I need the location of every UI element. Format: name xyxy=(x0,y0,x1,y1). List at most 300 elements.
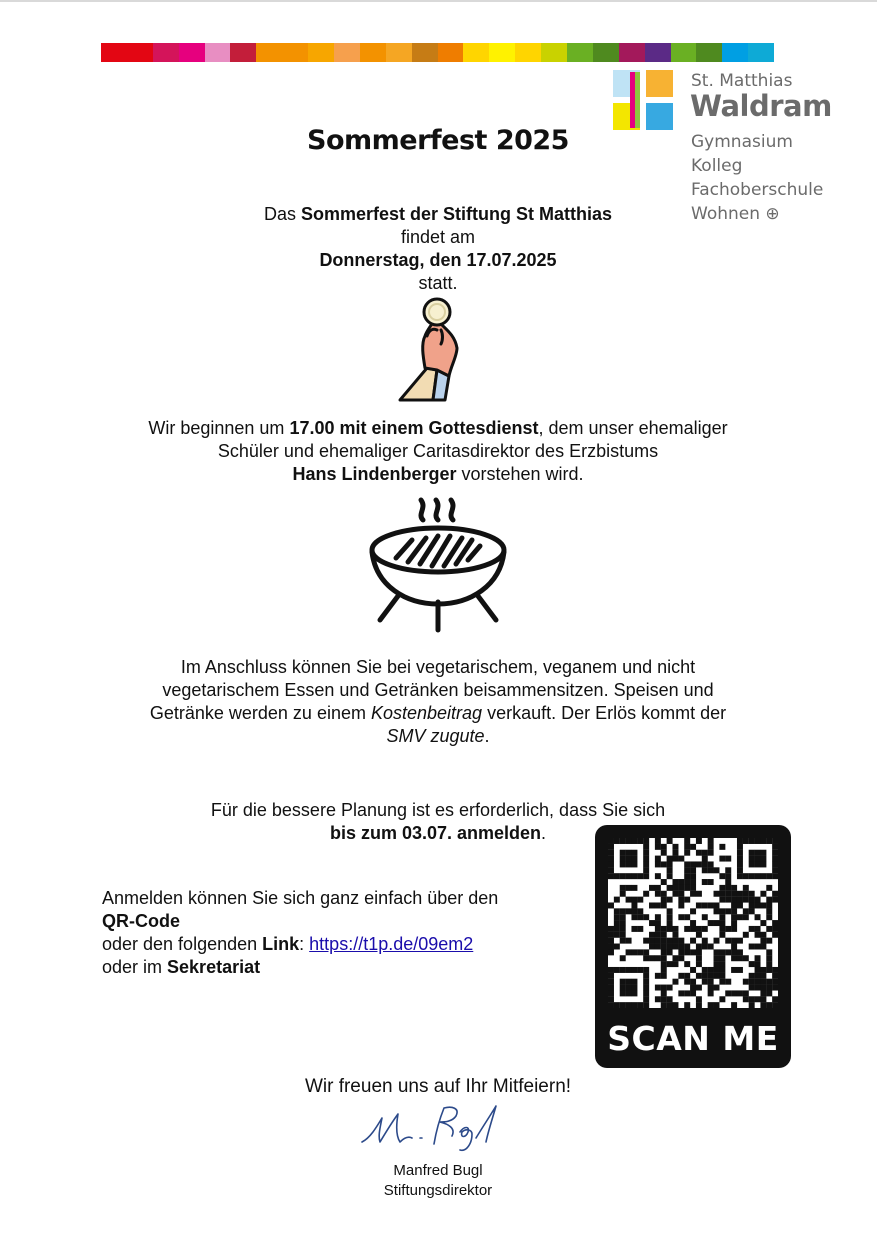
color-stripe-segment xyxy=(386,43,412,62)
qr-module xyxy=(667,996,673,1002)
qr-module xyxy=(743,990,749,996)
qr-module xyxy=(661,967,667,973)
qr-module xyxy=(608,973,614,979)
qr-module xyxy=(643,973,649,979)
qr-module xyxy=(637,838,643,844)
qr-module xyxy=(731,908,737,914)
qr-module xyxy=(667,861,673,867)
registration-qr-label: QR-Code xyxy=(102,911,180,931)
org-name: Waldram xyxy=(690,89,832,123)
qr-module xyxy=(743,897,749,903)
qr-module xyxy=(731,938,737,944)
qr-module xyxy=(667,944,673,950)
qr-module xyxy=(737,938,743,944)
color-stripe-segment xyxy=(230,43,256,62)
qr-module xyxy=(737,838,743,844)
qr-module xyxy=(749,873,755,879)
qr-module xyxy=(714,938,720,944)
qr-module xyxy=(772,838,778,844)
qr-module xyxy=(684,979,690,985)
qr-module xyxy=(684,990,690,996)
qr-module xyxy=(766,985,772,991)
qr-module xyxy=(684,879,690,885)
qr-module xyxy=(766,979,772,985)
qr-module xyxy=(743,955,749,961)
registration-info xyxy=(102,887,572,979)
qr-module xyxy=(696,1002,702,1008)
qr-module xyxy=(737,873,743,879)
qr-module xyxy=(608,949,614,955)
qr-module xyxy=(766,1002,772,1008)
service-text: Schüler und ehemaliger Caritasdirektor des Erzbistums xyxy=(217,441,659,461)
qr-module xyxy=(620,932,626,938)
org-department: Gymnasium xyxy=(691,132,793,152)
cross-logo-icon xyxy=(613,70,673,130)
qr-module xyxy=(661,844,667,850)
qr-module xyxy=(690,979,696,985)
qr-module xyxy=(649,938,655,944)
qr-module xyxy=(661,985,667,991)
qr-module xyxy=(743,873,749,879)
qr-module xyxy=(696,838,702,844)
qr-module xyxy=(684,844,690,850)
color-stripe-segment xyxy=(101,43,127,62)
qr-module xyxy=(755,861,761,867)
qr-module xyxy=(766,938,772,944)
qr-module xyxy=(684,914,690,920)
color-stripe-segment xyxy=(541,43,567,62)
qr-module xyxy=(655,920,661,926)
qr-module xyxy=(696,961,702,967)
qr-module xyxy=(684,867,690,873)
qr-module xyxy=(725,979,731,985)
qr-module xyxy=(649,920,655,926)
qr-module xyxy=(643,891,649,897)
qr-module xyxy=(760,990,766,996)
color-stripe-segment xyxy=(567,43,593,62)
intro-text: statt. xyxy=(418,273,458,293)
color-stripe-segment xyxy=(412,43,438,62)
qr-module xyxy=(608,979,614,985)
qr-module xyxy=(626,979,632,985)
qr-module xyxy=(690,844,696,850)
qr-code[interactable] xyxy=(608,838,778,1008)
qr-module xyxy=(719,920,725,926)
qr-module xyxy=(702,850,708,856)
qr-module xyxy=(690,879,696,885)
qr-module xyxy=(737,914,743,920)
qr-module xyxy=(772,920,778,926)
color-stripe-segment xyxy=(179,43,205,62)
qr-module xyxy=(772,967,778,973)
qr-module xyxy=(766,949,772,955)
closing-line: Wir freuen uns auf Ihr Mitfeiern! xyxy=(304,1076,572,1097)
qr-module xyxy=(737,867,743,873)
qr-module xyxy=(737,902,743,908)
qr-module xyxy=(631,990,637,996)
qr-module xyxy=(702,938,708,944)
qr-module xyxy=(626,967,632,973)
org-subtitle: St. Matthias xyxy=(691,71,793,91)
qr-module xyxy=(620,955,626,961)
qr-module xyxy=(620,920,626,926)
qr-module xyxy=(661,850,667,856)
qr-module xyxy=(667,938,673,944)
qr-module xyxy=(755,926,761,932)
qr-module xyxy=(672,844,678,850)
qr-module xyxy=(766,967,772,973)
qr-module xyxy=(749,902,755,908)
qr-module xyxy=(749,861,755,867)
service-text: , dem unser ehemaliger xyxy=(538,418,728,438)
qr-module xyxy=(608,938,614,944)
qr-module xyxy=(760,902,766,908)
color-stripe-segment xyxy=(360,43,386,62)
qr-module xyxy=(760,873,766,879)
qr-module xyxy=(614,944,620,950)
qr-module xyxy=(684,973,690,979)
qr-module xyxy=(690,891,696,897)
qr-module xyxy=(637,926,643,932)
qr-module xyxy=(678,902,684,908)
qr-module xyxy=(614,908,620,914)
color-stripe-segment xyxy=(205,43,231,62)
qr-module xyxy=(714,1002,720,1008)
qr-module xyxy=(608,856,614,862)
qr-module xyxy=(620,1002,626,1008)
qr-module xyxy=(755,955,761,961)
qr-module xyxy=(696,850,702,856)
qr-module xyxy=(655,914,661,920)
qr-module xyxy=(614,932,620,938)
planning-text: Für die bessere Planung ist es erforderlich, dass Sie sich xyxy=(210,800,666,820)
qr-module xyxy=(725,990,731,996)
qr-module xyxy=(637,949,643,955)
qr-module xyxy=(690,867,696,873)
qr-module xyxy=(626,850,632,856)
qr-module xyxy=(772,897,778,903)
qr-module xyxy=(690,949,696,955)
qr-module xyxy=(672,850,678,856)
qr-module xyxy=(755,985,761,991)
qr-module xyxy=(690,938,696,944)
qr-module xyxy=(649,902,655,908)
food-text: . xyxy=(484,726,490,746)
qr-module xyxy=(760,861,766,867)
qr-module xyxy=(749,850,755,856)
qr-module xyxy=(755,967,761,973)
qr-module xyxy=(696,955,702,961)
color-stripe-segment xyxy=(722,43,748,62)
qr-module xyxy=(608,902,614,908)
qr-module xyxy=(696,973,702,979)
qr-module xyxy=(719,961,725,967)
qr-module xyxy=(672,979,678,985)
top-border xyxy=(0,0,877,2)
qr-code-card[interactable] xyxy=(595,825,791,1068)
qr-module xyxy=(631,985,637,991)
registration-deadline: bis zum 03.07. anmelden xyxy=(329,823,542,843)
qr-module xyxy=(760,1002,766,1008)
qr-module xyxy=(614,873,620,879)
qr-module xyxy=(655,973,661,979)
qr-module xyxy=(737,844,743,850)
qr-module xyxy=(649,944,655,950)
qr-module xyxy=(661,891,667,897)
qr-module xyxy=(661,879,667,885)
qr-module xyxy=(749,891,755,897)
qr-module xyxy=(608,944,614,950)
qr-module xyxy=(696,944,702,950)
registration-text: : xyxy=(299,934,310,954)
qr-module xyxy=(702,914,708,920)
qr-module xyxy=(766,902,772,908)
qr-module xyxy=(672,885,678,891)
qr-module xyxy=(731,885,737,891)
qr-module xyxy=(684,897,690,903)
qr-module xyxy=(696,902,702,908)
qr-module xyxy=(749,838,755,844)
qr-module xyxy=(608,844,614,850)
qr-module xyxy=(643,990,649,996)
qr-module xyxy=(626,861,632,867)
qr-module xyxy=(766,885,772,891)
cost-contribution: Kostenbeitrag xyxy=(370,703,483,723)
qr-module xyxy=(643,938,649,944)
qr-module xyxy=(643,914,649,920)
qr-module xyxy=(737,897,743,903)
qr-module xyxy=(725,938,731,944)
qr-module xyxy=(620,990,626,996)
qr-module xyxy=(608,996,614,1002)
qr-module xyxy=(631,856,637,862)
qr-module xyxy=(672,955,678,961)
qr-module xyxy=(667,926,673,932)
qr-module xyxy=(655,885,661,891)
qr-module xyxy=(620,850,626,856)
qr-module xyxy=(708,838,714,844)
qr-module xyxy=(696,926,702,932)
intro-text: Das xyxy=(263,204,301,224)
qr-module xyxy=(708,879,714,885)
qr-module xyxy=(719,973,725,979)
qr-module xyxy=(678,973,684,979)
qr-module xyxy=(620,885,626,891)
qr-module xyxy=(725,897,731,903)
qr-module xyxy=(731,949,737,955)
qr-module xyxy=(643,838,649,844)
color-stripe-segment xyxy=(515,43,541,62)
qr-module xyxy=(708,990,714,996)
color-stripe-segment xyxy=(308,43,334,62)
qr-module xyxy=(731,1002,737,1008)
qr-module xyxy=(614,967,620,973)
qr-module xyxy=(643,985,649,991)
qr-module xyxy=(631,979,637,985)
qr-module xyxy=(772,932,778,938)
qr-module xyxy=(702,867,708,873)
qr-module xyxy=(708,1002,714,1008)
qr-module xyxy=(655,844,661,850)
qr-module xyxy=(608,873,614,879)
qr-module xyxy=(766,955,772,961)
qr-module xyxy=(655,996,661,1002)
qr-module xyxy=(620,908,626,914)
qr-module xyxy=(661,932,667,938)
service-text: vorstehen wird. xyxy=(456,464,584,484)
qr-module xyxy=(626,897,632,903)
qr-module xyxy=(655,926,661,932)
qr-module xyxy=(772,996,778,1002)
qr-module xyxy=(708,850,714,856)
qr-module xyxy=(725,867,731,873)
qr-module xyxy=(749,985,755,991)
qr-module xyxy=(719,873,725,879)
qr-code-icon xyxy=(608,838,778,1008)
qr-module xyxy=(760,938,766,944)
registration-text: oder im xyxy=(102,957,168,977)
qr-module xyxy=(760,944,766,950)
signer-name: Manfred Bugl xyxy=(393,1162,483,1179)
qr-module xyxy=(678,885,684,891)
qr-module xyxy=(766,908,772,914)
qr-module xyxy=(661,961,667,967)
qr-module xyxy=(755,914,761,920)
qr-module xyxy=(667,949,673,955)
qr-module xyxy=(690,920,696,926)
qr-module xyxy=(737,967,743,973)
qr-module xyxy=(760,979,766,985)
qr-module xyxy=(667,985,673,991)
qr-module xyxy=(772,850,778,856)
qr-module xyxy=(608,850,614,856)
qr-module xyxy=(755,873,761,879)
qr-module xyxy=(696,996,702,1002)
qr-module xyxy=(637,897,643,903)
qr-module xyxy=(643,856,649,862)
qr-module xyxy=(714,973,720,979)
qr-module xyxy=(667,914,673,920)
qr-module xyxy=(731,891,737,897)
qr-module xyxy=(626,1002,632,1008)
qr-module xyxy=(643,873,649,879)
qr-module xyxy=(684,885,690,891)
color-stripe-segment xyxy=(748,43,774,62)
qr-module xyxy=(766,926,772,932)
qr-module xyxy=(708,967,714,973)
qr-module xyxy=(678,897,684,903)
qr-module xyxy=(661,1002,667,1008)
qr-module xyxy=(772,891,778,897)
qr-module xyxy=(702,973,708,979)
qr-module xyxy=(749,908,755,914)
qr-module xyxy=(649,885,655,891)
qr-module xyxy=(631,967,637,973)
qr-module xyxy=(631,885,637,891)
color-stripe-segment xyxy=(671,43,697,62)
qr-module xyxy=(719,967,725,973)
qr-module xyxy=(678,949,684,955)
qr-module xyxy=(667,897,673,903)
qr-module xyxy=(749,996,755,1002)
qr-module xyxy=(672,926,678,932)
qr-module xyxy=(702,856,708,862)
qr-module xyxy=(661,861,667,867)
qr-module xyxy=(684,949,690,955)
qr-module xyxy=(672,938,678,944)
qr-module xyxy=(719,885,725,891)
org-department: Kolleg xyxy=(691,156,743,176)
color-stripe-segment xyxy=(645,43,671,62)
qr-module xyxy=(760,891,766,897)
qr-module xyxy=(714,949,720,955)
qr-module xyxy=(614,920,620,926)
qr-module xyxy=(655,838,661,844)
qr-module xyxy=(667,908,673,914)
qr-module xyxy=(631,902,637,908)
qr-module xyxy=(760,838,766,844)
qr-module xyxy=(667,961,673,967)
qr-module xyxy=(620,979,626,985)
qr-module xyxy=(708,920,714,926)
qr-module xyxy=(719,949,725,955)
qr-module xyxy=(690,861,696,867)
qr-module xyxy=(643,979,649,985)
qr-module xyxy=(749,926,755,932)
qr-module xyxy=(655,891,661,897)
qr-module xyxy=(719,996,725,1002)
qr-module xyxy=(672,856,678,862)
qr-module xyxy=(749,1002,755,1008)
qr-module xyxy=(608,1002,614,1008)
qr-module xyxy=(708,844,714,850)
qr-module xyxy=(725,856,731,862)
qr-module xyxy=(678,990,684,996)
qr-module xyxy=(643,949,649,955)
qr-module xyxy=(766,897,772,903)
qr-module xyxy=(755,979,761,985)
qr-module xyxy=(631,914,637,920)
qr-module xyxy=(702,926,708,932)
qr-module xyxy=(661,990,667,996)
qr-module xyxy=(766,961,772,967)
qr-module xyxy=(608,932,614,938)
color-stripe-segment xyxy=(696,43,722,62)
qr-module xyxy=(708,861,714,867)
color-stripe-segment xyxy=(256,43,282,62)
qr-module xyxy=(631,926,637,932)
qr-module xyxy=(626,856,632,862)
service-time: 17.00 mit einem Gottesdienst xyxy=(289,418,539,438)
registration-link[interactable]: https://t1p.de/09em2 xyxy=(309,934,474,954)
qr-module xyxy=(749,961,755,967)
qr-module xyxy=(620,873,626,879)
qr-module xyxy=(631,850,637,856)
qr-module xyxy=(667,838,673,844)
qr-module xyxy=(743,996,749,1002)
qr-module xyxy=(708,979,714,985)
qr-module xyxy=(655,856,661,862)
qr-module xyxy=(719,891,725,897)
qr-module xyxy=(731,955,737,961)
qr-module xyxy=(690,985,696,991)
page-title: Sommerfest 2025 xyxy=(307,125,569,156)
qr-module xyxy=(760,856,766,862)
qr-module xyxy=(719,897,725,903)
qr-module xyxy=(614,1002,620,1008)
qr-module xyxy=(655,902,661,908)
qr-module xyxy=(643,867,649,873)
